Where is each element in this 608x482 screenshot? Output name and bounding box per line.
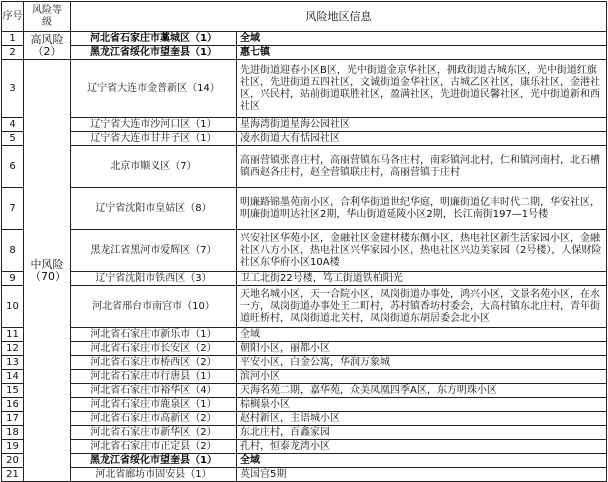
table-row (2, 342, 607, 356)
header-row (2, 2, 607, 32)
row-number: 14 (2, 370, 24, 384)
table-row (2, 384, 607, 398)
region-detail: 天海名苑二期，嘉华苑，众美凤凰四季A区，东方明珠小区 (237, 384, 607, 398)
region-name: 河北省石家庄市新乐市（1） (71, 328, 237, 342)
region-detail: 凌水街道大有恬园社区 (237, 132, 607, 146)
region-detail: 先进街道迎春小区B区，光中街道金京华社区，拥政街道古城东区，光中街道红旗社区，先进街道五四社区，文诚街道金华社区，古城乙区社区，康乐社区，金港社区，兴民村，站前街道联胜社区，盈满社区，先进街道民馨社区，光中街道新和西社区 (237, 60, 607, 118)
region-detail: 棕榈泉小区 (237, 398, 607, 412)
region-detail: 惠七镇 (237, 46, 607, 60)
table-row (2, 440, 607, 454)
table-row (2, 412, 607, 426)
row-number: 15 (2, 384, 24, 398)
risk-area-table (1, 1, 607, 482)
row-number: 19 (2, 440, 24, 454)
row-number: 21 (2, 468, 24, 482)
region-name: 河北省石家庄市新华区（2） (71, 426, 237, 440)
region-detail: 全域 (237, 32, 607, 46)
table-row (2, 188, 607, 230)
row-number: 11 (2, 328, 24, 342)
row-number: 12 (2, 342, 24, 356)
header-level: 风险等级 (24, 2, 71, 32)
risk-level-medium: 中风险（70） (24, 60, 71, 482)
risk-level-high: 高风险（2） (24, 32, 71, 60)
row-number: 9 (2, 272, 24, 286)
region-name: 辽宁省大连市甘井子区（1） (71, 132, 237, 146)
region-detail: 孔村，恒泰龙湾小区 (237, 440, 607, 454)
table-row (2, 454, 607, 468)
region-detail: 卫工北街22号楼，笃工街道铁柏阳光 (237, 272, 607, 286)
region-name: 河北省石家庄市鹿泉区（1） (71, 398, 237, 412)
region-name: 河北省石家庄市裕华区（4） (71, 384, 237, 398)
row-number: 13 (2, 356, 24, 370)
row-number: 5 (2, 132, 24, 146)
table-row (2, 426, 607, 440)
region-detail: 全域 (237, 454, 607, 468)
table-row (2, 132, 607, 146)
table-row (2, 60, 607, 118)
region-name: 河北省廊坊市固安县（1） (71, 468, 237, 482)
region-detail: 东北庄村，百鑫家园 (237, 426, 607, 440)
table-row (2, 118, 607, 132)
region-name: 河北省邢台市南宫市（10） (71, 286, 237, 328)
region-name: 河北省石家庄市正定县（2） (71, 440, 237, 454)
region-name: 河北省石家庄市长安区（2） (71, 342, 237, 356)
row-number: 3 (2, 60, 24, 118)
region-detail: 明廉路锦墨苑南小区，合利华街道世纪华庭，明廉街道亿丰时代二期，华安社区，明廉街道明达社区2期，华山街道延陵小区2期，长江南街197—1号楼 (237, 188, 607, 230)
table-row (2, 230, 607, 272)
region-detail: 英国宫5期 (237, 468, 607, 482)
region-detail: 朝阳小区，丽都小区 (237, 342, 607, 356)
region-detail: 滨河小区 (237, 370, 607, 384)
region-name: 河北省石家庄市行唐县（1） (71, 370, 237, 384)
table-row (2, 32, 607, 46)
region-detail: 全域 (237, 328, 607, 342)
region-detail: 天地名城小区，天一合院小区，凤岗街道办事处，鸿兴小区，文景名苑小区，在水一方，凤岗街道办事处王二町村，苏村镇香坊村委会，大高村镇东北庄村，青年街道旺桥村，凤岗街道北关村，凤岗街道东胡居委会北小区 (237, 286, 607, 328)
region-detail: 兴安社区华苑小区，金融社区金建材楼东侧小区，热电社区新生活家园小区，金融社区八方小区，热电社区兴华家园小区，热电社区兴边美家园（2号楼），人保财险社区东华府小区10A楼 (237, 230, 607, 272)
table-row (2, 146, 607, 188)
region-detail: 赵村新区，主语城小区 (237, 412, 607, 426)
table-row (2, 356, 607, 370)
row-number: 20 (2, 454, 24, 468)
table-row (2, 370, 607, 384)
region-name: 辽宁省沈阳市皇姑区（8） (71, 188, 237, 230)
header-seq: 序号 (2, 2, 24, 32)
row-number: 6 (2, 146, 24, 188)
table-row (2, 286, 607, 328)
row-number: 10 (2, 286, 24, 328)
table-row (2, 398, 607, 412)
region-name: 黑龙江省绥化市望奎县（1） (71, 46, 237, 60)
region-name: 北京市顺义区（7） (71, 146, 237, 188)
region-detail: 星海湾街道星海公园社区 (237, 118, 607, 132)
row-number: 7 (2, 188, 24, 230)
region-name: 河北省石家庄市藁城区（1） (71, 32, 237, 46)
row-number: 4 (2, 118, 24, 132)
row-number: 17 (2, 412, 24, 426)
region-detail: 高丽营镇张喜庄村，高丽营镇东马各庄村，南彩镇河北村，仁和镇河南村，北石槽镇西赵各庄村，赵全营镇联庄村，高丽营镇于庄村 (237, 146, 607, 188)
header-area-info: 风险地区信息 (71, 2, 607, 32)
region-name: 辽宁省大连市金普新区（14） (71, 60, 237, 118)
row-number: 1 (2, 32, 24, 46)
region-name: 辽宁省沈阳市铁西区（3） (71, 272, 237, 286)
row-number: 8 (2, 230, 24, 272)
table-row (2, 328, 607, 342)
region-name: 黑龙江省黑河市爱辉区（7） (71, 230, 237, 272)
row-number: 2 (2, 46, 24, 60)
row-number: 16 (2, 398, 24, 412)
region-name: 黑龙江省绥化市望奎县（1） (71, 454, 237, 468)
row-number: 18 (2, 426, 24, 440)
region-name: 辽宁省大连市沙河口区（1） (71, 118, 237, 132)
region-detail: 平安小区，白金公寓，华润万象城 (237, 356, 607, 370)
table-row (2, 272, 607, 286)
region-name: 河北省石家庄市高新区（2） (71, 412, 237, 426)
region-name: 河北省石家庄市桥西区（2） (71, 356, 237, 370)
table-row (2, 46, 607, 60)
